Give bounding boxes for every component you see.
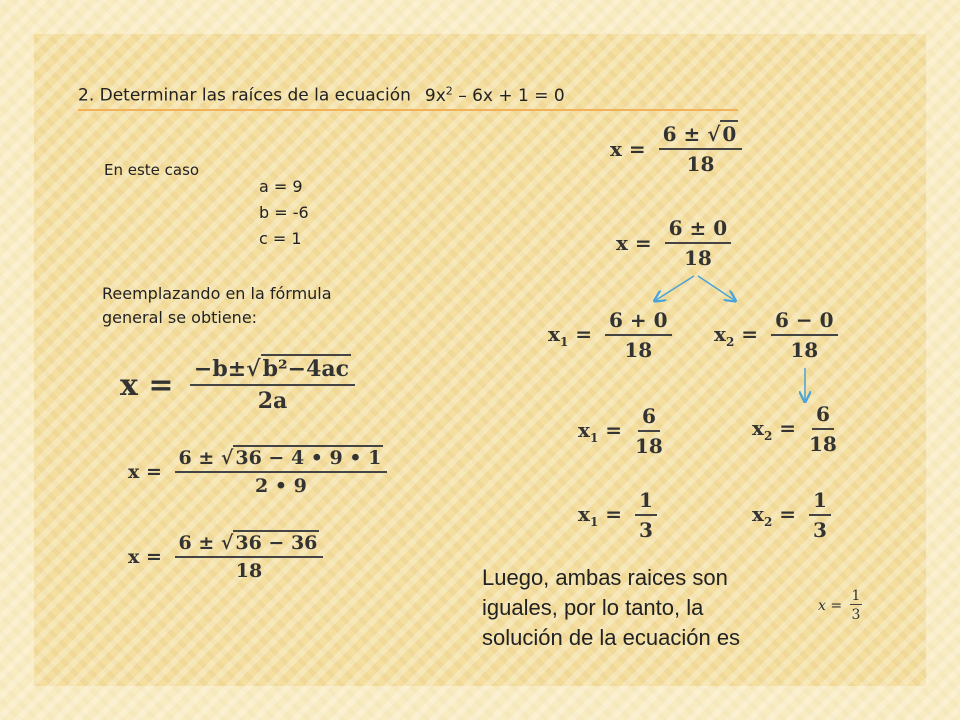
conclusion-text: Luego, ambas raices son iguales, por lo tanto, la solución de la ecuación es [482, 565, 741, 650]
coefficient-c: c = 1 [259, 229, 302, 248]
coefficient-a: a = 9 [259, 177, 303, 196]
final-solution: x = $\frac{1}{3}$ [818, 588, 861, 623]
simplification-step: x = $\frac{6 \pm √ 36 - 36}{18}$ [128, 532, 323, 582]
x1-fraction-step: $x_1$ = $\frac{6}{18}$ [578, 404, 663, 458]
arrow-right-branch [698, 276, 734, 300]
coefficient-b: b = -6 [259, 203, 309, 222]
replace-text: Reemplazando en la fórmula general se obtiene: [102, 284, 332, 327]
problem-equation: $9x^2 - 6x + 1 = 0$ [424, 84, 565, 106]
arrow-left-branch [656, 276, 694, 300]
general-formula: x = $\frac{\text{−b±√b²−4ac}}{2a}$ [120, 356, 355, 414]
case-label: En este caso [104, 161, 200, 179]
problem-title [78, 84, 565, 106]
sqrt-zero-step: x = $\frac{6 \pm √ 0}{18}$ [610, 122, 742, 176]
x2-diff-step: $x_2$ = $\frac{6 - 0}{18}$ [714, 308, 838, 362]
x2-result: $x_2$ = $\frac{1}{3}$ [752, 488, 831, 542]
plus-minus-zero-step: x = $\frac{6 \pm 0}{18}$ [616, 216, 731, 270]
x2-fraction-step: $x_2$ = $\frac{6}{18}$ [752, 402, 837, 456]
title-underline [78, 109, 738, 111]
problem-title-text: 2. Determinar las raíces de la ecuación [78, 85, 411, 106]
coefficient-list [259, 174, 309, 252]
x1-sum-step: $x_1$ = $\frac{6 + 0}{18}$ [548, 308, 672, 362]
x1-result: $x_1$ = $\frac{1}{3}$ [578, 488, 657, 542]
substitution-step: x = $\frac{6 \pm √ 36 - 4 • 9 • 1}{2 • 9}$ [128, 447, 387, 497]
